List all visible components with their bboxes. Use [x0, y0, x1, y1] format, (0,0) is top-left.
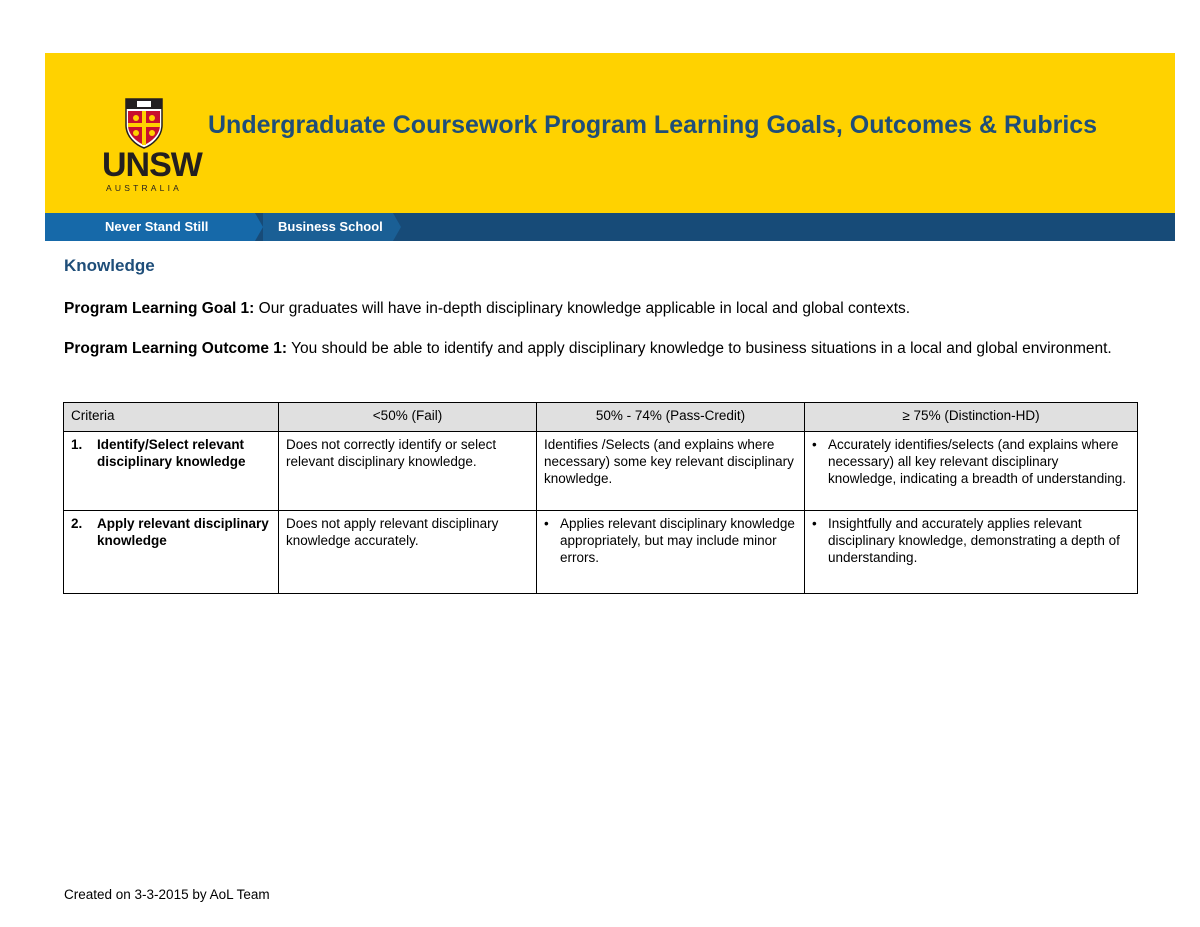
nav-arrow — [393, 213, 401, 241]
criteria-text: Apply relevant disciplinary knowledge — [97, 516, 269, 548]
page-title: Undergraduate Coursework Program Learning Goals, Outcomes & Rubrics — [208, 111, 1098, 139]
outcome-label: Program Learning Outcome 1: — [64, 340, 288, 357]
nav-bar — [45, 213, 1175, 241]
header-criteria: Criteria — [64, 403, 279, 432]
header-fail: <50% (Fail) — [279, 403, 537, 432]
distinction-text: Insightfully and accurately applies relevant disciplinary knowledge, demonstrating a depth of understanding. — [828, 516, 1120, 565]
footer-text: Created on 3-3-2015 by AoL Team — [64, 887, 270, 902]
header-distinction-hd: ≥ 75% (Distinction-HD) — [805, 403, 1138, 432]
goal-text: Our graduates will have in-depth disciplinary knowledge applicable in local and global contexts. — [254, 300, 911, 317]
nav-arrow — [255, 213, 263, 241]
logo-wordmark: UNSW — [102, 146, 202, 184]
program-learning-goal — [64, 295, 1134, 322]
pass-credit-cell — [537, 511, 805, 594]
table-header-row — [64, 403, 1138, 432]
crest-icon — [124, 97, 164, 149]
rubric-table — [63, 402, 1138, 594]
criteria-cell — [64, 511, 279, 594]
section-heading: Knowledge — [64, 256, 155, 275]
pass-credit-text: Applies relevant disciplinary knowledge appropriately, but may include minor errors. — [560, 516, 795, 565]
nav-item-business-school: Business School — [278, 219, 383, 234]
header-pass-credit: 50% - 74% (Pass-Credit) — [537, 403, 805, 432]
fail-cell: Does not apply relevant disciplinary knowledge accurately. — [279, 511, 537, 594]
goal-label: Program Learning Goal 1: — [64, 300, 255, 317]
criteria-text: Identify/Select relevant disciplinary knowledge — [97, 437, 246, 469]
outcome-text: You should be able to identify and apply disciplinary knowledge to business situations in a local and global environment. — [287, 340, 1112, 357]
unsw-logo — [100, 93, 220, 193]
logo-subtitle: AUSTRALIA — [106, 183, 183, 193]
criteria-number: 2. — [71, 516, 83, 531]
distinction-cell — [805, 432, 1138, 511]
bullet-icon: • — [812, 437, 817, 452]
table-row — [64, 511, 1138, 594]
bullet-icon: • — [544, 516, 549, 531]
distinction-cell — [805, 511, 1138, 594]
table-row — [64, 432, 1138, 511]
distinction-text: Accurately identifies/selects (and explains where necessary) all key relevant disciplinary knowledge, indicating a breadth of understanding. — [828, 437, 1126, 486]
program-learning-outcome — [64, 335, 1134, 362]
header-banner — [45, 53, 1175, 213]
criteria-number: 1. — [71, 437, 83, 452]
fail-cell: Does not correctly identify or select relevant disciplinary knowledge. — [279, 432, 537, 511]
criteria-cell — [64, 432, 279, 511]
bullet-icon: • — [812, 516, 817, 531]
pass-credit-cell: Identifies /Selects (and explains where necessary) some key relevant disciplinary knowledge. — [537, 432, 805, 511]
nav-item-never-stand-still: Never Stand Still — [105, 219, 209, 234]
